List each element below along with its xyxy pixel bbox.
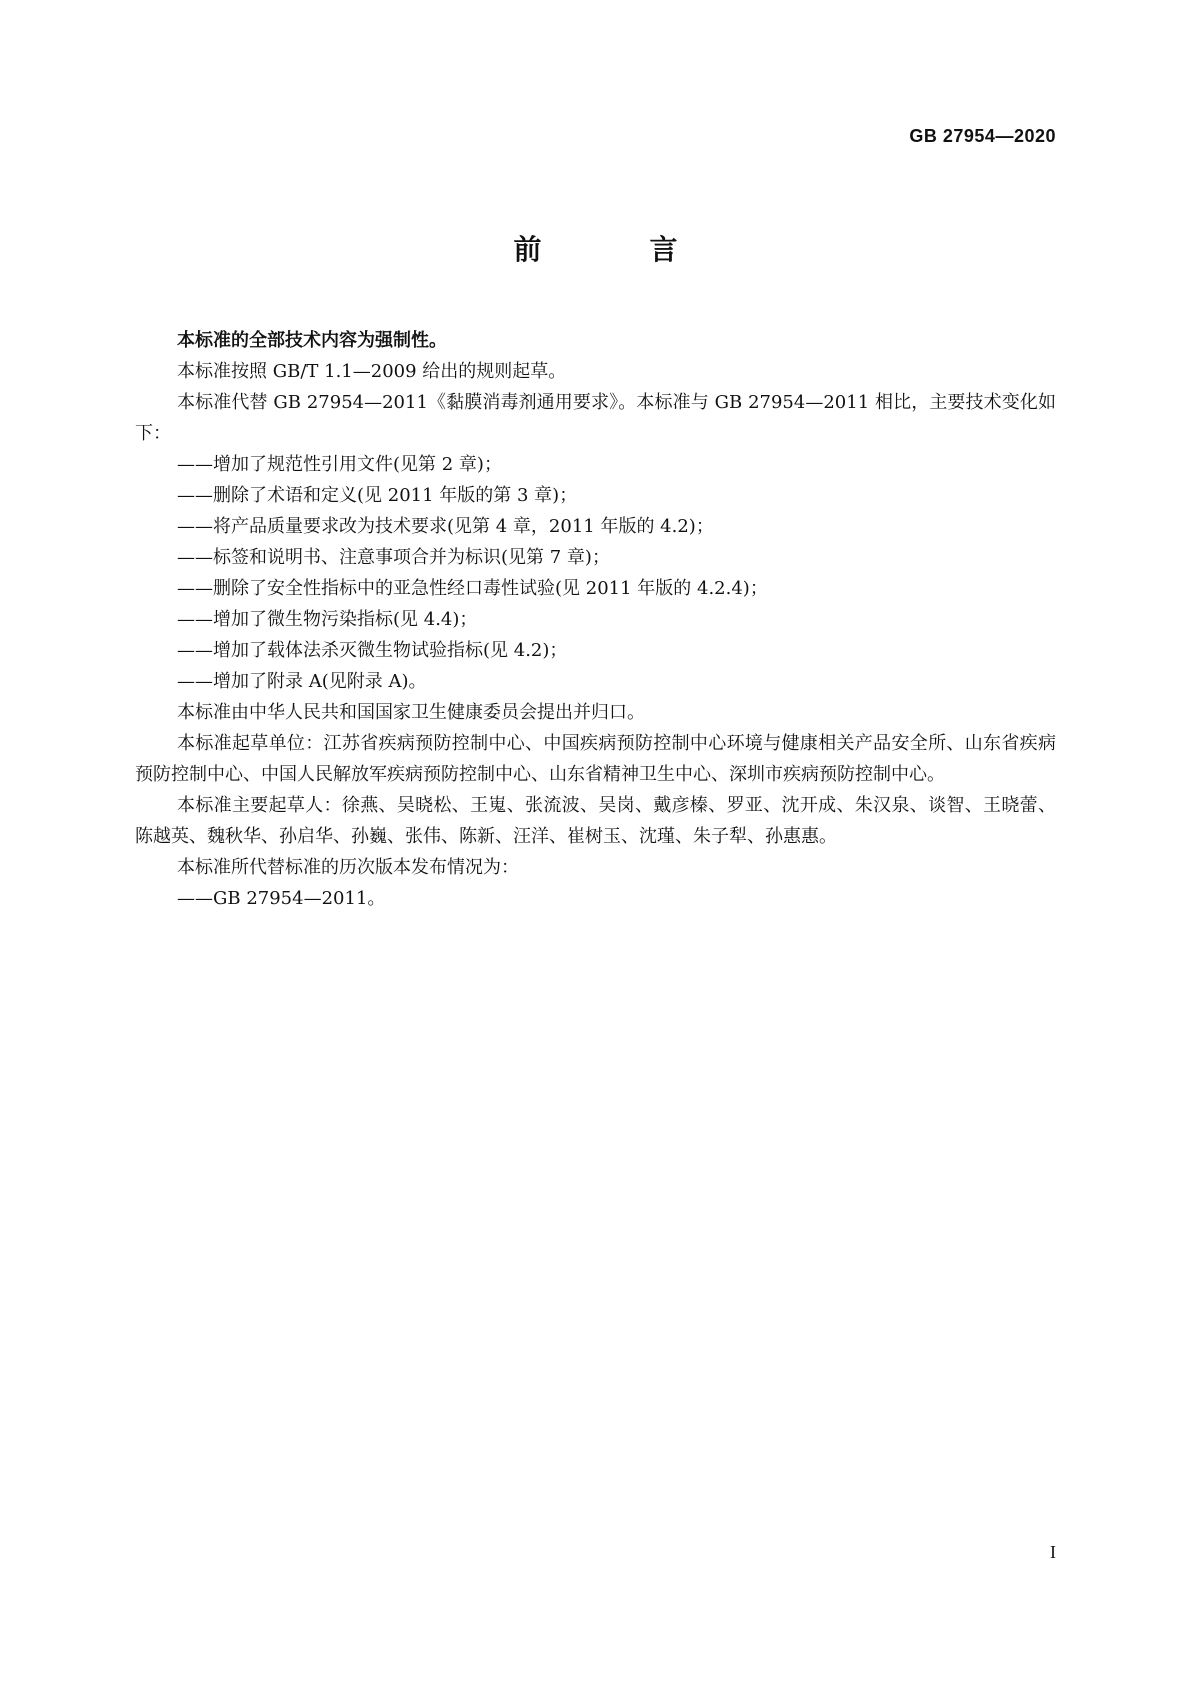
drafting-units-paragraph: 本标准起草单位：江苏省疾病预防控制中心、中国疾病预防控制中心环境与健康相关产品安全所、山东省疾病预防控制中心、中国人民解放军疾病预防控制中心、山东省精神卫生中心、深圳市疾病预防控制中心。 bbox=[135, 733, 1056, 785]
drafting-rules-paragraph: 本标准按照 GB/T 1.1—2009 给出的规则起草。 bbox=[177, 361, 567, 382]
change-item: ——增加了载体法杀灭微生物试验指标(见 4.2)； bbox=[177, 640, 568, 661]
change-item: ——将产品质量要求改为技术要求(见第 4 章，2011 年版的 4.2)； bbox=[177, 516, 714, 537]
standard-code: GB 27954—2020 bbox=[909, 126, 1056, 146]
change-item: ——标签和说明书、注意事项合并为标识(见第 7 章)； bbox=[177, 547, 610, 568]
change-item: ——增加了附录 A(见附录 A)。 bbox=[177, 671, 427, 692]
change-item: ——增加了微生物污染指标(见 4.4)； bbox=[177, 609, 478, 630]
foreword-body bbox=[135, 325, 1056, 914]
drafters-paragraph: 本标准主要起草人：徐燕、吴晓松、王嵬、张流波、吴岗、戴彦榛、罗亚、沈开成、朱汉泉、谈智、王晓蕾、陈越英、魏秋华、孙启华、孙巍、张伟、陈新、汪洋、崔树玉、沈瑾、朱子犁、孙惠惠。 bbox=[135, 795, 1056, 847]
proposer-paragraph: 本标准由中华人民共和国国家卫生健康委员会提出并归口。 bbox=[177, 702, 645, 723]
history-intro-paragraph: 本标准所代替标准的历次版本发布情况为： bbox=[177, 857, 519, 878]
change-item: ——增加了规范性引用文件(见第 2 章)； bbox=[177, 454, 502, 475]
mandatory-statement: 本标准的全部技术内容为强制性。 bbox=[177, 330, 447, 351]
change-item: ——删除了安全性指标中的亚急性经口毒性试验(见 2011 年版的 4.2.4)； bbox=[177, 578, 768, 599]
change-item: ——删除了术语和定义(见 2011 年版的第 3 章)； bbox=[177, 485, 578, 506]
replacement-paragraph: 本标准代替 GB 27954—2011《黏膜消毒剂通用要求》。本标准与 GB 27954—2011 相比，主要技术变化如下： bbox=[135, 392, 1056, 444]
page-title: 前 言 bbox=[513, 233, 718, 266]
page-number: I bbox=[1050, 1542, 1056, 1562]
history-item: ——GB 27954—2011。 bbox=[177, 888, 386, 909]
